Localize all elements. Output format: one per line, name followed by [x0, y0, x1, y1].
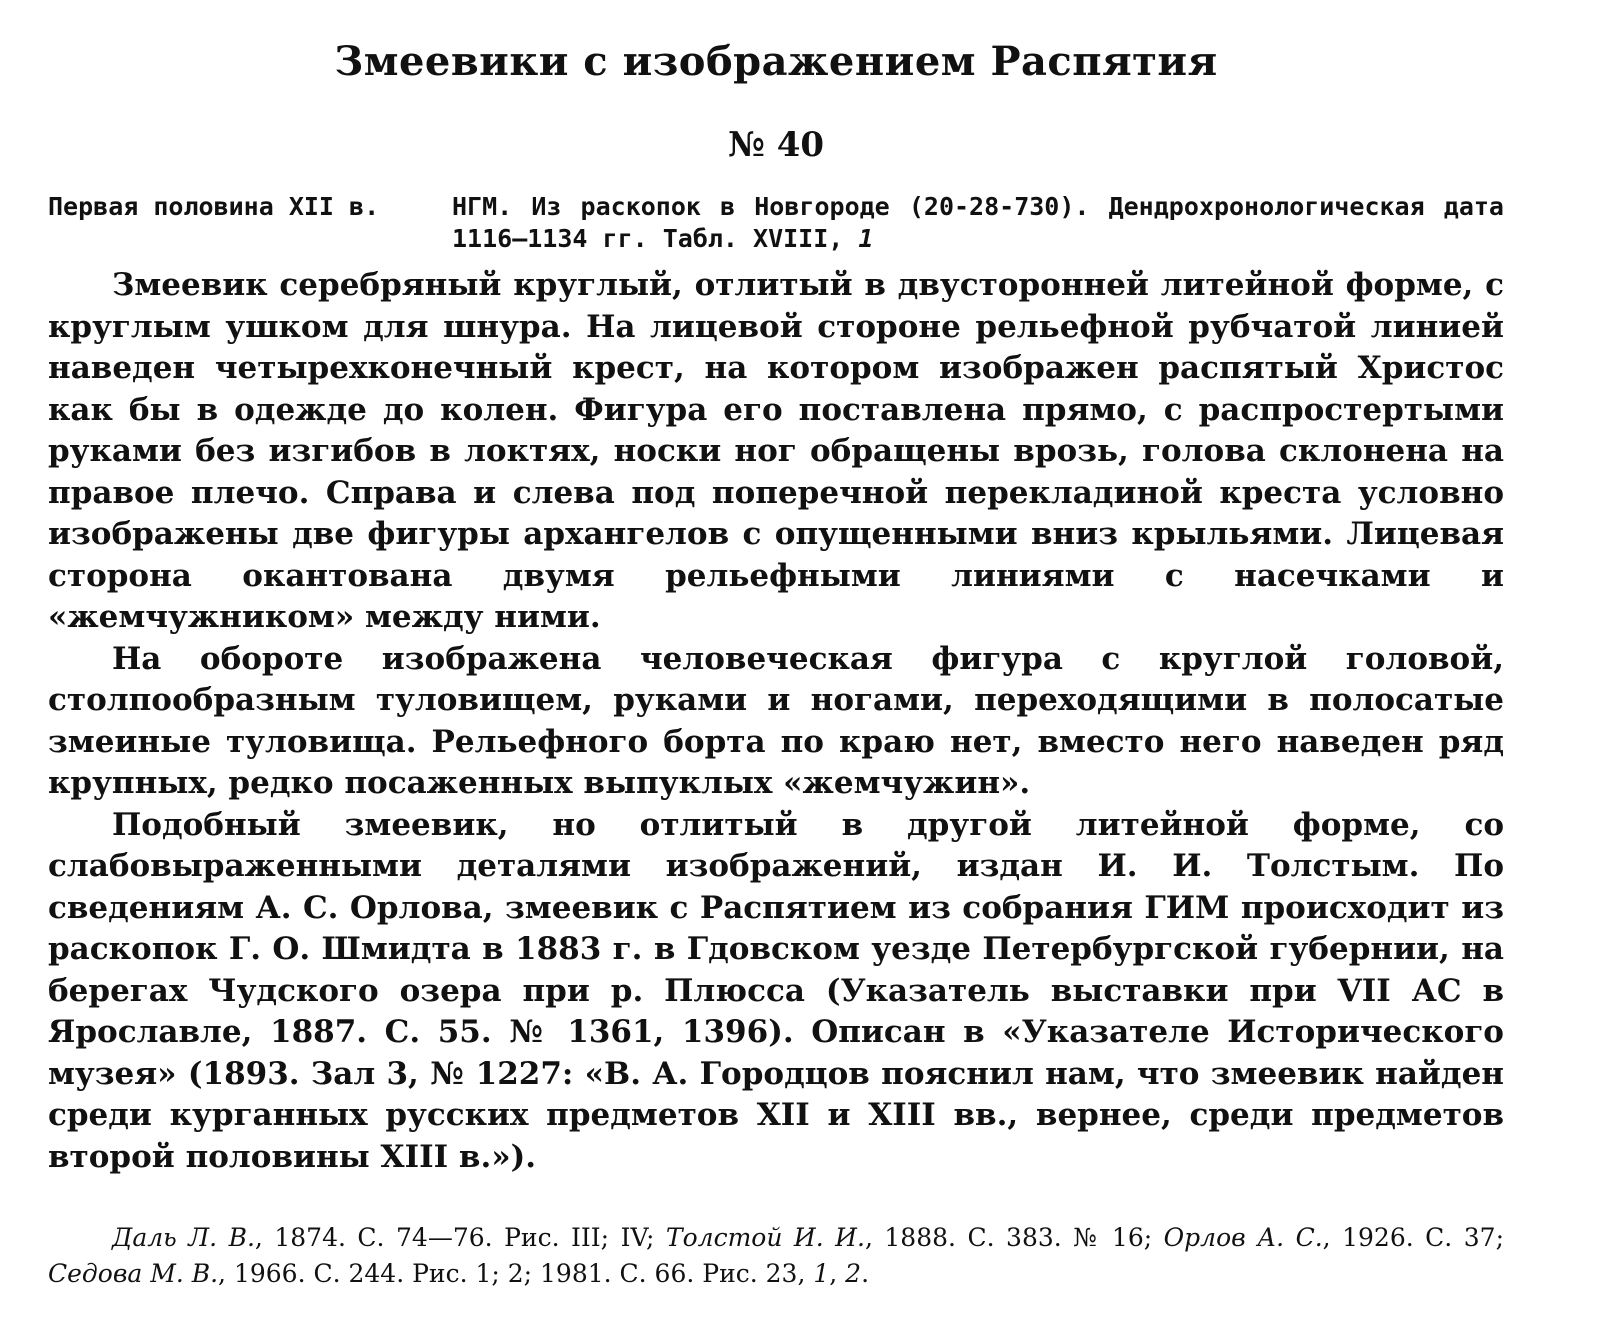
provenance-info [452, 191, 1504, 255]
document-page [48, 30, 1504, 1292]
ref-author: Даль Л. В. [112, 1223, 255, 1252]
description [48, 265, 1504, 1178]
ref-text: , 1966. С. 244. Рис. 1; 2; 1981. С. 66. Рис. 23, [218, 1259, 814, 1288]
dating: Первая половина XII в. [48, 192, 380, 221]
ref-figure: 1 [813, 1259, 830, 1288]
plate-item: 1 [858, 224, 874, 253]
paragraph-reverse: На обороте изображена человеческая фигура с круглой головой, столпообразным туловищем, руками и ногами, переходящими в полосатые змеиные туловища. Рельефного борта по краю нет, вместо него наведен ряд крупных, редко посаженных выпуклых «жемчужин». [48, 640, 1504, 801]
bibliography [48, 1220, 1504, 1292]
ref-text: , 1888. С. 383. № 16; [864, 1223, 1164, 1252]
catalog-meta [48, 191, 1504, 255]
paragraph-analogues: Подобный змеевик, но отлитый в другой литейной форме, со слабовыраженными деталями изображений, издан И. И. Толстым. По сведениям А. С. Орлова, змеевик с Распятием из собрания ГИМ происходит из раскопок Г. О. Шмидта в 1883 г. в Гдовском уезде Петербургской губернии, на берегах Чудского озера при р. Плюсса (Указатель выставки при VII АС в Ярославле, 1887. С. 55. № 1361, 1396). Описан в «Указателе Исторического музея» (1893. Зал 3, № 1227: «В. А. Городцов пояснил нам, что змеевик найден среди курганных русских предметов XII и XIII вв., вернее, среди предметов второй половины XIII в.»). [48, 806, 1504, 1175]
ref-author: Орлов А. С. [1163, 1223, 1323, 1252]
paragraph-obverse: Змеевик серебряный круглый, отлитый в двусторонней литейной форме, с круглым ушком для шнура. На лицевой стороне рельефной рубчатой линией наведен четырехконечный крест, на котором изображен распятый Христос как бы в одежде до колен. Фигура его поставлена прямо, с распростертыми руками без изгибов в локтях, носки ног обращены врозь, голова склонена на правое плечо. Справа и слева под поперечной перекладиной креста условно изображены две фигуры архангелов с опущенными вниз крыльями. Лицевая сторона окантована двумя рельефными линиями с насечками и «жемчужником» между ними. [48, 267, 1504, 635]
ref-author: Седова М. В. [48, 1259, 219, 1288]
provenance-text: НГМ. Из раскопок в Новгороде (20-28-730). Дендрохронологическая дата 1116—1134 гг. Табл. XVIII, [452, 192, 1504, 253]
ref-text: , 1874. С. 74—76. Рис. III; IV; [254, 1223, 666, 1252]
ref-figure: 2 [845, 1259, 862, 1288]
ref-author: Толстой И. И. [665, 1223, 865, 1252]
ref-separator: , [829, 1259, 846, 1288]
catalog-number: № 40 [727, 125, 825, 165]
ref-text: , 1926. С. 37; [1322, 1223, 1504, 1252]
ref-end: . [861, 1259, 870, 1288]
section-title: Змеевики с изображением Распятия [334, 38, 1218, 85]
